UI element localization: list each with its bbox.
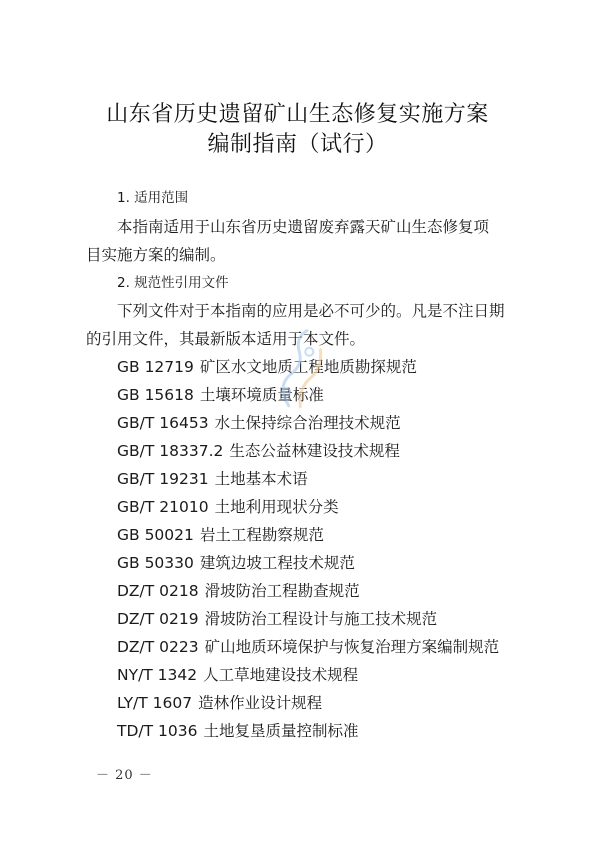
reference-title: 土地复垦质量控制标准 bbox=[203, 722, 359, 740]
reference-code: DZ/T 0223 bbox=[117, 638, 199, 656]
reference-item bbox=[117, 357, 417, 377]
section-1-heading: 1. 适用范围 bbox=[117, 190, 189, 206]
reference-code: TD/T 1036 bbox=[117, 722, 198, 740]
reference-item bbox=[117, 497, 339, 517]
reference-title: 建筑边坡工程技术规范 bbox=[199, 554, 355, 572]
reference-item bbox=[117, 637, 499, 657]
reference-item bbox=[117, 721, 358, 741]
reference-code: GB/T 21010 bbox=[117, 498, 209, 516]
reference-title: 滑坡防治工程勘查规范 bbox=[204, 582, 360, 600]
reference-code: DZ/T 0218 bbox=[117, 582, 199, 600]
reference-item bbox=[117, 385, 324, 405]
page-number: － 20 － bbox=[96, 768, 153, 783]
reference-code: GB/T 16453 bbox=[117, 414, 209, 432]
section-1-body-line-1: 本指南适用于山东省历史遗留废弃露天矿山生态修复项 bbox=[117, 218, 490, 236]
reference-title: 生态公益林建设技术规程 bbox=[229, 442, 400, 460]
section-1-body-line-2: 目实施方案的编制。 bbox=[86, 246, 226, 264]
document-title-line-2: 编制指南（试行） bbox=[207, 132, 388, 157]
reference-item bbox=[117, 413, 401, 433]
reference-item bbox=[117, 469, 308, 489]
reference-item bbox=[117, 693, 322, 713]
section-2-heading: 2. 规范性引用文件 bbox=[117, 275, 229, 291]
reference-code: GB 50330 bbox=[117, 554, 194, 572]
reference-code: GB/T 19231 bbox=[117, 470, 209, 488]
reference-title: 水土保持综合治理技术规范 bbox=[214, 414, 401, 432]
document-title-line-1: 山东省历史遗留矿山生态修复实施方案 bbox=[106, 102, 489, 127]
reference-item bbox=[117, 525, 324, 545]
reference-code: NY/T 1342 bbox=[117, 666, 198, 684]
reference-title: 滑坡防治工程设计与施工技术规范 bbox=[204, 610, 438, 628]
section-2-body-line-2: 的引用文件，其最新版本适用于本文件。 bbox=[86, 330, 366, 348]
reference-code: GB/T 18337.2 bbox=[117, 442, 224, 460]
reference-code: GB 12719 bbox=[117, 358, 194, 376]
section-2-body-line-1: 下列文件对于本指南的应用是必不可少的。凡是不注日期 bbox=[117, 302, 505, 320]
reference-code: LY/T 1607 bbox=[117, 694, 193, 712]
reference-item bbox=[117, 609, 437, 629]
reference-title: 矿山地质环境保护与恢复治理方案编制规范 bbox=[204, 638, 500, 656]
reference-code: DZ/T 0219 bbox=[117, 610, 199, 628]
reference-title: 造林作业设计规程 bbox=[198, 694, 323, 712]
reference-code: GB 15618 bbox=[117, 386, 194, 404]
reference-title: 人工草地建设技术规程 bbox=[203, 666, 359, 684]
reference-item bbox=[117, 553, 355, 573]
reference-item bbox=[117, 441, 400, 461]
reference-title: 岩土工程勘察规范 bbox=[199, 526, 324, 544]
reference-title: 土地利用现状分类 bbox=[214, 498, 339, 516]
reference-item bbox=[117, 581, 360, 601]
reference-title: 土壤环境质量标准 bbox=[199, 386, 324, 404]
reference-title: 矿区水文地质工程地质勘探规范 bbox=[199, 358, 417, 376]
reference-code: GB 50021 bbox=[117, 526, 194, 544]
reference-title: 土地基本术语 bbox=[214, 470, 308, 488]
reference-item bbox=[117, 665, 358, 685]
